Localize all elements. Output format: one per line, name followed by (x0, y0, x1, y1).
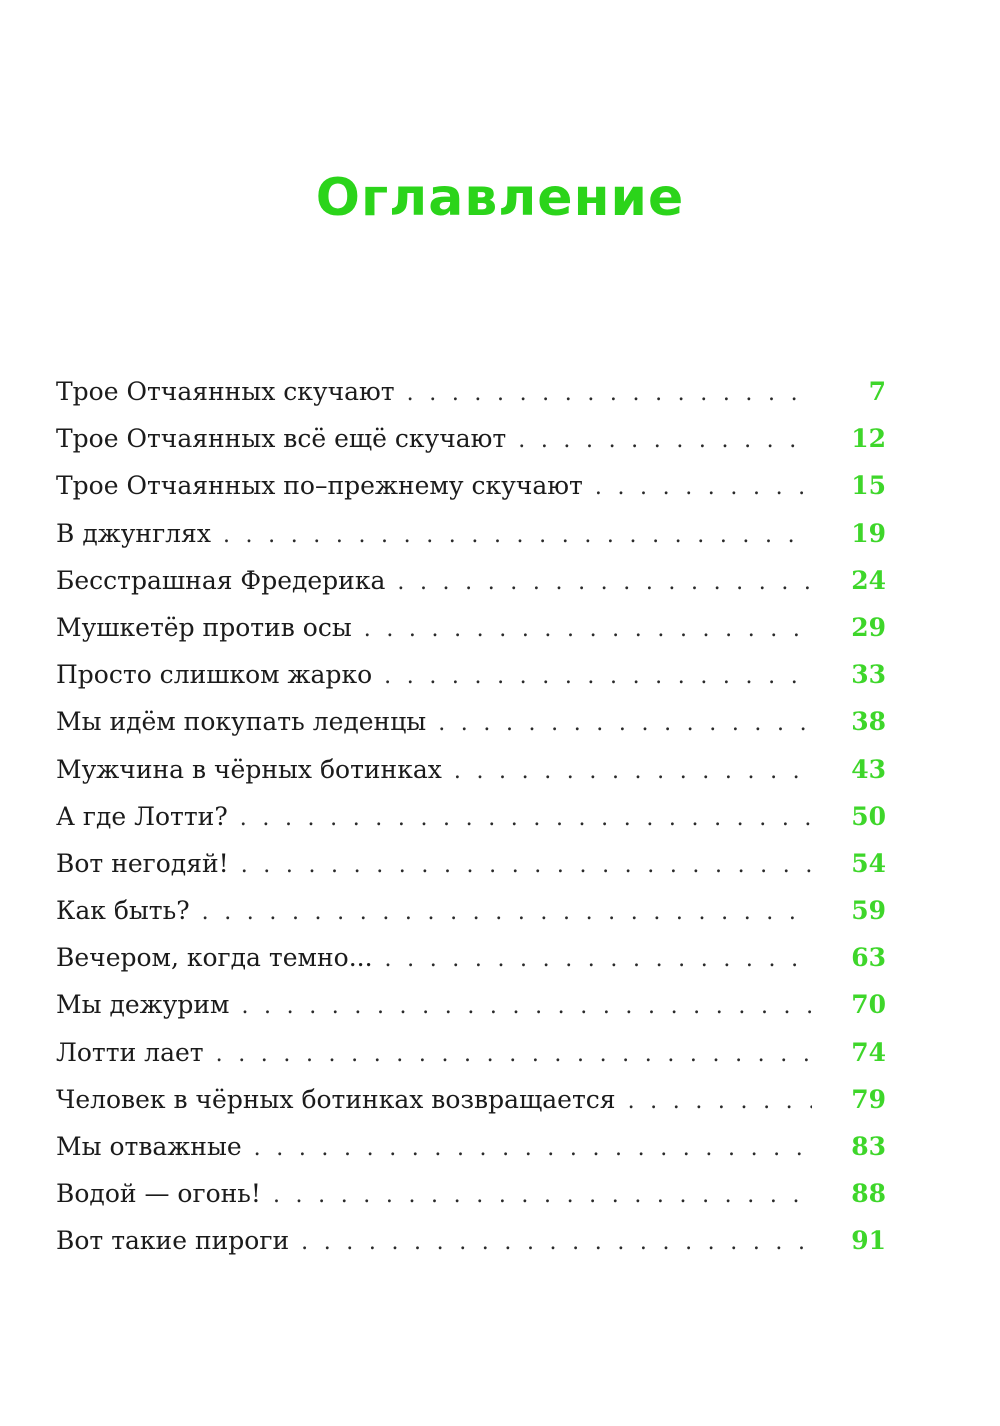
toc-page-number: 33 (851, 660, 886, 690)
toc-entry (56, 934, 886, 981)
toc-entry-title: В джунглях (56, 518, 211, 548)
toc-page-number: 12 (851, 424, 886, 454)
toc-page-number: 59 (851, 896, 886, 926)
toc-leader-dots (595, 464, 812, 511)
toc-page-number: 29 (851, 612, 886, 642)
toc-leader-dots (301, 1219, 812, 1266)
toc-leader-dots (364, 606, 812, 653)
toc-entry (56, 1123, 886, 1170)
toc-entry (56, 1029, 886, 1076)
toc-leader-dots (202, 889, 812, 936)
toc-page-number: 19 (851, 518, 886, 548)
toc-entry-title: Лотти лает (56, 1037, 204, 1067)
toc-page-number: 83 (851, 1132, 886, 1161)
toc-entry (56, 651, 886, 698)
toc-entry-title: Просто слишком жарко (56, 660, 373, 690)
toc-page-number: 15 (851, 471, 886, 501)
toc-page-number: 24 (851, 565, 886, 595)
toc-leader-dots (384, 653, 812, 700)
toc-entry-title: Человек в чёрных ботинках возвращается (56, 1084, 616, 1114)
toc-entry (56, 604, 886, 651)
table-of-contents (56, 368, 886, 1265)
toc-entry-title: А где Лотти? (56, 801, 228, 831)
toc-entry (56, 1217, 886, 1264)
toc-page-number: 38 (851, 707, 886, 737)
toc-entry (56, 1076, 886, 1123)
toc-entry-title: Вот негодяй! (56, 848, 229, 878)
toc-entry (56, 557, 886, 604)
toc-leader-dots (518, 417, 812, 464)
toc-entry-title: Мужчина в чёрных ботинках (56, 754, 442, 784)
toc-entry (56, 415, 886, 462)
toc-leader-dots (407, 370, 812, 417)
toc-page-number: 70 (851, 990, 886, 1020)
toc-leader-dots (628, 1078, 812, 1125)
toc-leader-dots (273, 1172, 812, 1219)
toc-leader-dots (254, 1125, 812, 1172)
page-title: Оглавление (315, 168, 685, 228)
toc-entry (56, 462, 886, 509)
toc-page-number: 63 (851, 943, 886, 973)
toc-entry (56, 840, 886, 887)
toc-page-number: 7 (868, 377, 886, 406)
toc-entry-title: Мы идём покупать леденцы (56, 707, 427, 737)
toc-entry (56, 698, 886, 745)
toc-entry (56, 887, 886, 934)
toc-leader-dots (385, 936, 812, 983)
toc-page-number: 91 (851, 1226, 886, 1256)
toc-leader-dots (454, 748, 812, 795)
toc-entry (56, 746, 886, 793)
toc-page-number: 74 (851, 1037, 886, 1067)
toc-entry (56, 1170, 886, 1217)
toc-entry-title: Мушкетёр против осы (56, 612, 352, 642)
toc-page-number: 50 (851, 801, 886, 831)
toc-leader-dots (216, 1031, 812, 1078)
toc-entry-title: Трое Отчаянных скучают (56, 377, 395, 406)
toc-entry-title: Вот такие пироги (56, 1226, 290, 1256)
toc-leader-dots (241, 983, 812, 1030)
toc-page-number: 54 (851, 848, 886, 878)
toc-leader-dots (223, 512, 812, 559)
toc-leader-dots (241, 842, 812, 889)
toc-page-number: 88 (851, 1179, 886, 1209)
toc-leader-dots (438, 700, 812, 747)
toc-leader-dots (397, 559, 812, 606)
toc-entry (56, 368, 886, 415)
toc-page-number: 43 (851, 754, 886, 784)
toc-leader-dots (240, 795, 812, 842)
toc-entry (56, 510, 886, 557)
toc-entry-title: Трое Отчаянных всё ещё скучают (56, 424, 507, 454)
toc-entry-title: Бесстрашная Фредерика (56, 565, 386, 595)
toc-entry-title: Как быть? (56, 896, 190, 926)
toc-entry-title: Водой — огонь! (56, 1179, 261, 1209)
toc-entry (56, 793, 886, 840)
toc-entry (56, 981, 886, 1028)
toc-entry-title: Мы дежурим (56, 990, 230, 1020)
toc-entry-title: Вечером, когда темно... (56, 943, 373, 973)
toc-page-number: 79 (851, 1084, 886, 1114)
toc-entry-title: Мы отважные (56, 1132, 242, 1161)
toc-entry-title: Трое Отчаянных по–прежнему скучают (56, 471, 583, 501)
